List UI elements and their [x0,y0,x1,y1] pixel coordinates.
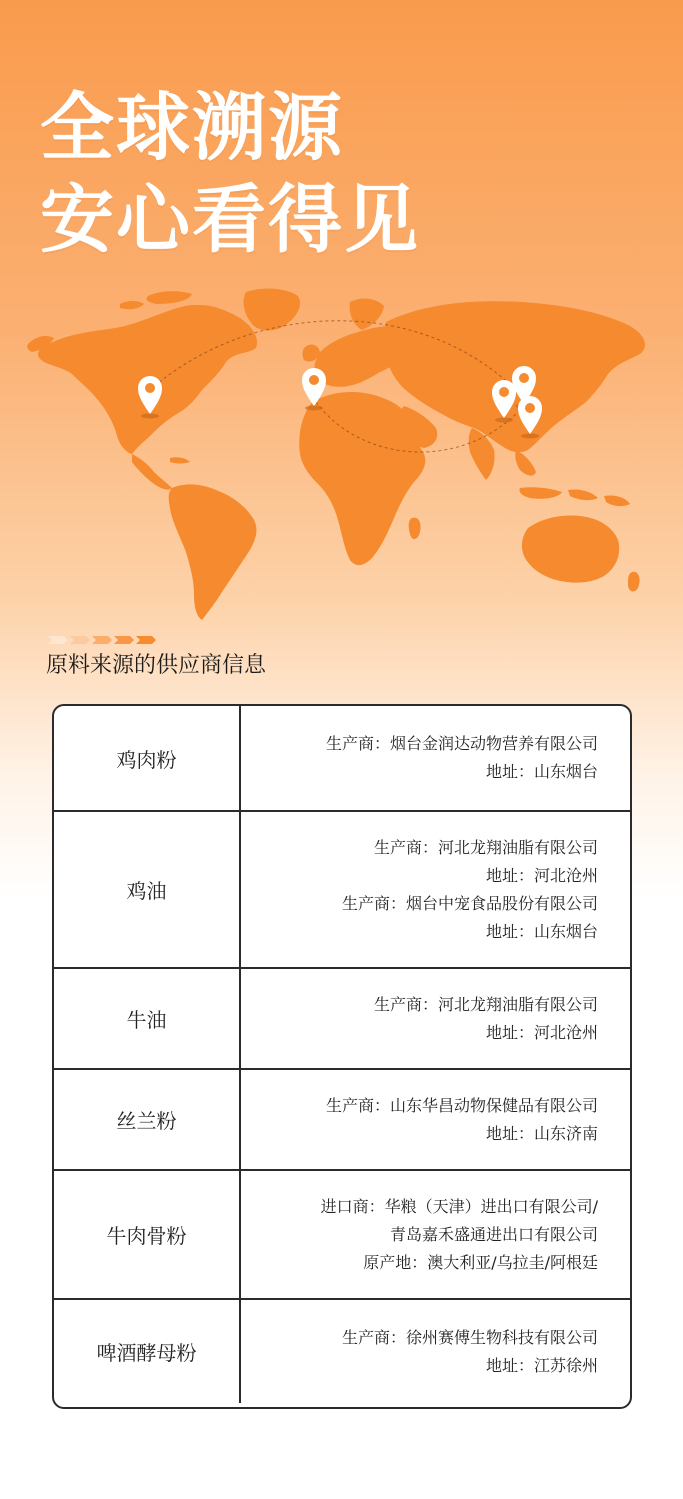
table-row [54,1070,630,1171]
table-row [54,812,630,969]
info-line: 生产商：河北龙翔油脂有限公司 [373,994,598,1014]
ingredient-name: 鸡肉粉 [54,706,241,810]
supplier-info [241,706,630,810]
continent-south-america [169,484,257,620]
supplier-info [241,969,630,1068]
hero-title [40,82,420,266]
supplier-info [241,1300,630,1403]
table-row [54,1171,630,1300]
supplier-table [52,704,632,1409]
info-line: 地址：山东烟台 [485,921,598,941]
continent-africa [299,392,425,565]
section-title: 原料来源的供应商信息 [46,653,267,678]
info-line: 地址：山东烟台 [485,762,598,781]
info-line: 生产商：河北龙翔油脂有限公司 [373,837,598,857]
info-line: 原产地：澳大利亚/乌拉圭/阿根廷 [363,1252,598,1272]
chevron-arrows-icon [48,634,158,646]
table-row [54,969,630,1070]
hero-title-line-2: 安心看得见 [40,177,420,263]
info-line: 地址：江苏徐州 [485,1355,598,1375]
supplier-info [241,1070,630,1169]
info-line: 生产商：烟台金润达动物营养有限公司 [325,734,598,753]
ingredient-name: 鸡油 [54,812,241,967]
info-line: 进口商：华粮（天津）进出口有限公司/ [320,1196,598,1216]
info-line: 生产商：烟台中宠食品股份有限公司 [341,893,598,913]
ingredient-name: 丝兰粉 [54,1070,241,1169]
info-line: 青岛嘉禾盛通进出口有限公司 [389,1224,598,1244]
supplier-info [241,812,630,967]
info-line: 生产商：山东华昌动物保健品有限公司 [325,1095,598,1115]
ingredient-name: 牛肉骨粉 [54,1171,241,1298]
info-line: 地址：山东济南 [485,1123,598,1143]
info-line: 地址：河北沧州 [485,865,598,885]
world-map [20,282,660,627]
hero-title-line-1: 全球溯源 [40,85,344,171]
ingredient-name: 牛油 [54,969,241,1068]
info-line: 地址：河北沧州 [485,1022,598,1042]
continent-australia [522,516,619,583]
table-row [54,1300,630,1403]
supplier-info [241,1171,630,1298]
info-line: 生产商：徐州赛傅生物科技有限公司 [341,1327,598,1347]
ingredient-name: 啤酒酵母粉 [54,1300,241,1403]
table-row [54,706,630,812]
